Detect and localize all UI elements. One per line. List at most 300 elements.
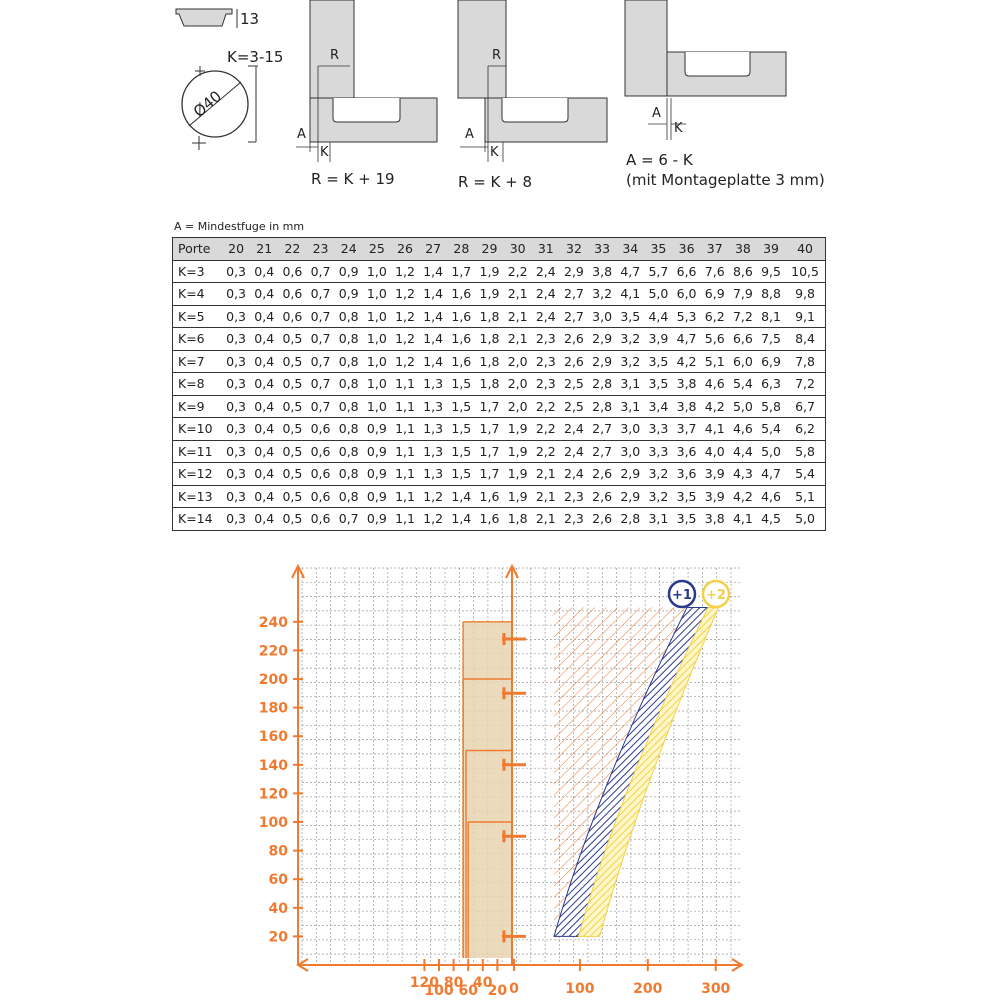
full-overlay-drawing xyxy=(296,0,437,162)
gap-cell: 1,6 xyxy=(475,508,503,531)
y-tick-label: 160 xyxy=(258,729,288,746)
gap-cell: 0,5 xyxy=(278,395,306,418)
gap-cell: 2,4 xyxy=(560,440,588,463)
gap-cell: 2,7 xyxy=(560,305,588,328)
gap-cell: 1,9 xyxy=(475,260,503,283)
gap-cell: 1,6 xyxy=(475,485,503,508)
gap-cell: 2,2 xyxy=(532,395,560,418)
gap-cell: 0,3 xyxy=(222,283,250,306)
inset-formula: A = 6 - K xyxy=(626,151,693,169)
gap-cell: 0,3 xyxy=(222,418,250,441)
gap-cell: 0,4 xyxy=(250,328,278,351)
x-left-tick-label: 120 xyxy=(409,975,440,991)
row-k-label: K=3 xyxy=(173,260,223,283)
gap-cell: 1,2 xyxy=(419,508,447,531)
x-left-tick-label: 80 xyxy=(443,975,464,991)
gap-cell: 0,7 xyxy=(306,283,334,306)
gap-cell: 1,4 xyxy=(447,508,475,531)
gap-cell: 1,9 xyxy=(504,440,532,463)
y-tick-label: 180 xyxy=(258,700,288,717)
header-width-31: 31 xyxy=(532,238,560,261)
gap-cell: 1,4 xyxy=(419,350,447,373)
gap-table xyxy=(172,237,826,531)
gap-cell: 2,6 xyxy=(560,350,588,373)
header-width-27: 27 xyxy=(419,238,447,261)
half-overlay-r-label: R xyxy=(492,48,502,63)
header-width-37: 37 xyxy=(701,238,729,261)
gap-cell: 0,9 xyxy=(335,283,363,306)
gap-cell: 0,6 xyxy=(278,283,306,306)
gap-cell: 1,2 xyxy=(391,328,419,351)
gap-cell: 1,3 xyxy=(419,418,447,441)
gap-cell: 3,2 xyxy=(644,463,672,486)
gap-cell: 1,0 xyxy=(363,305,391,328)
gap-cell: 2,8 xyxy=(588,395,616,418)
gap-cell: 3,3 xyxy=(644,440,672,463)
gap-cell: 0,5 xyxy=(278,440,306,463)
gap-cell: 2,4 xyxy=(560,463,588,486)
gap-cell: 6,9 xyxy=(701,283,729,306)
gap-cell: 2,7 xyxy=(588,440,616,463)
gap-cell: 3,5 xyxy=(616,305,644,328)
gap-cell: 0,5 xyxy=(278,508,306,531)
gap-cell: 2,2 xyxy=(532,418,560,441)
header-porte: Porte xyxy=(173,238,223,261)
header-width-25: 25 xyxy=(363,238,391,261)
legend-plus-1-label: +1 xyxy=(672,588,692,603)
gap-cell: 3,2 xyxy=(616,328,644,351)
gap-cell: 1,6 xyxy=(447,350,475,373)
gap-cell: 0,3 xyxy=(222,508,250,531)
x-right-tick-label: 300 xyxy=(701,981,731,997)
legend-plus-2-label: +2 xyxy=(706,588,726,603)
gap-cell: 3,1 xyxy=(616,373,644,396)
cup-diameter-label: Ø40 xyxy=(189,87,226,121)
gap-cell: 1,7 xyxy=(475,440,503,463)
gap-cell: 2,2 xyxy=(532,440,560,463)
gap-cell: 0,6 xyxy=(306,485,334,508)
gap-cell: 0,3 xyxy=(222,305,250,328)
gap-cell: 5,0 xyxy=(729,395,757,418)
gap-cell: 7,2 xyxy=(729,305,757,328)
table-row xyxy=(173,305,826,328)
gap-cell: 5,0 xyxy=(785,508,825,531)
header-width-33: 33 xyxy=(588,238,616,261)
gap-cell: 1,9 xyxy=(475,283,503,306)
half-overlay-k-label: K xyxy=(490,145,499,160)
gap-cell: 2,6 xyxy=(560,328,588,351)
header-width-38: 38 xyxy=(729,238,757,261)
gap-cell: 3,6 xyxy=(673,440,701,463)
row-k-label: K=7 xyxy=(173,350,223,373)
y-tick-label: 80 xyxy=(268,843,288,860)
gap-cell: 2,7 xyxy=(588,418,616,441)
gap-cell: 0,9 xyxy=(363,508,391,531)
gap-cell: 6,2 xyxy=(701,305,729,328)
gap-cell: 0,3 xyxy=(222,440,250,463)
gap-cell: 2,4 xyxy=(560,418,588,441)
gap-cell: 7,9 xyxy=(729,283,757,306)
full-overlay-k-label: K xyxy=(320,145,329,160)
header-width-39: 39 xyxy=(757,238,785,261)
gap-cell: 3,5 xyxy=(673,508,701,531)
gap-cell: 2,3 xyxy=(560,485,588,508)
gap-cell: 0,4 xyxy=(250,260,278,283)
gap-cell: 1,8 xyxy=(475,350,503,373)
table-row xyxy=(173,440,826,463)
gap-cell: 0,8 xyxy=(335,418,363,441)
gap-cell: 7,6 xyxy=(701,260,729,283)
gap-cell: 1,6 xyxy=(447,305,475,328)
gap-cell: 5,0 xyxy=(757,440,785,463)
row-k-label: K=5 xyxy=(173,305,223,328)
gap-cell: 2,3 xyxy=(560,508,588,531)
y-tick-label: 20 xyxy=(268,929,288,946)
gap-cell: 2,2 xyxy=(504,260,532,283)
row-k-label: K=4 xyxy=(173,283,223,306)
inset-note: (mit Montageplatte 3 mm) xyxy=(626,171,825,189)
gap-cell: 8,4 xyxy=(785,328,825,351)
gap-cell: 5,4 xyxy=(757,418,785,441)
gap-cell: 0,4 xyxy=(250,305,278,328)
gap-cell: 0,5 xyxy=(278,328,306,351)
gap-cell: 0,7 xyxy=(306,395,334,418)
gap-cell: 0,5 xyxy=(278,463,306,486)
gap-cell: 0,8 xyxy=(335,305,363,328)
gap-cell: 8,8 xyxy=(757,283,785,306)
gap-cell: 1,2 xyxy=(391,350,419,373)
header-width-28: 28 xyxy=(447,238,475,261)
row-k-label: K=11 xyxy=(173,440,223,463)
hinge-chart xyxy=(258,560,750,1000)
gap-cell: 0,5 xyxy=(278,485,306,508)
gap-cell: 1,3 xyxy=(419,463,447,486)
gap-cell: 1,2 xyxy=(391,305,419,328)
gap-cell: 5,0 xyxy=(644,283,672,306)
gap-cell: 1,0 xyxy=(363,328,391,351)
header-width-34: 34 xyxy=(616,238,644,261)
gap-cell: 1,5 xyxy=(447,373,475,396)
header-width-30: 30 xyxy=(504,238,532,261)
gap-cell: 0,9 xyxy=(335,260,363,283)
gap-cell: 0,4 xyxy=(250,463,278,486)
gap-cell: 0,3 xyxy=(222,328,250,351)
gap-cell: 1,6 xyxy=(447,328,475,351)
gap-cell: 0,9 xyxy=(363,463,391,486)
gap-cell: 3,6 xyxy=(673,463,701,486)
header-width-24: 24 xyxy=(335,238,363,261)
gap-cell: 9,8 xyxy=(785,283,825,306)
row-k-label: K=6 xyxy=(173,328,223,351)
gap-cell: 0,3 xyxy=(222,485,250,508)
half-overlay-drawing xyxy=(458,0,607,162)
gap-cell: 1,8 xyxy=(475,328,503,351)
gap-cell: 0,8 xyxy=(335,440,363,463)
gap-cell: 2,0 xyxy=(504,395,532,418)
gap-cell: 5,1 xyxy=(785,485,825,508)
header-width-20: 20 xyxy=(222,238,250,261)
header-width-32: 32 xyxy=(560,238,588,261)
gap-cell: 3,4 xyxy=(644,395,672,418)
gap-cell: 3,1 xyxy=(616,395,644,418)
gap-cell: 2,3 xyxy=(532,350,560,373)
header-width-23: 23 xyxy=(306,238,334,261)
y-tick-label: 60 xyxy=(268,872,288,889)
full-overlay-r-label: R xyxy=(330,48,340,63)
gap-cell: 4,1 xyxy=(729,508,757,531)
gap-cell: 4,5 xyxy=(757,508,785,531)
gap-cell: 0,7 xyxy=(306,373,334,396)
gap-cell: 4,6 xyxy=(729,418,757,441)
gap-cell: 1,1 xyxy=(391,508,419,531)
gap-cell: 3,3 xyxy=(644,418,672,441)
table-body xyxy=(173,260,826,530)
chart-legend xyxy=(669,581,729,607)
gap-cell: 7,5 xyxy=(757,328,785,351)
gap-cell: 5,3 xyxy=(673,305,701,328)
y-tick-label: 40 xyxy=(268,900,288,917)
gap-cell: 0,8 xyxy=(335,328,363,351)
gap-cell: 3,8 xyxy=(701,508,729,531)
gap-cell: 0,8 xyxy=(335,463,363,486)
y-tick-label: 220 xyxy=(258,643,288,660)
gap-cell: 5,8 xyxy=(757,395,785,418)
y-tick-label: 200 xyxy=(258,672,288,688)
inset-drawing xyxy=(625,0,786,140)
half-overlay-a-label: A xyxy=(465,127,474,142)
header-width-35: 35 xyxy=(644,238,672,261)
gap-cell: 0,4 xyxy=(250,350,278,373)
gap-cell: 1,1 xyxy=(391,395,419,418)
gap-cell: 4,6 xyxy=(701,373,729,396)
table-row xyxy=(173,283,826,306)
y-tick-label: 240 xyxy=(258,614,288,631)
gap-cell: 1,1 xyxy=(391,373,419,396)
header-width-29: 29 xyxy=(475,238,503,261)
y-tick-label: 120 xyxy=(258,786,288,803)
gap-cell: 0,5 xyxy=(278,373,306,396)
gap-cell: 1,5 xyxy=(447,395,475,418)
gap-cell: 5,8 xyxy=(785,440,825,463)
gap-cell: 1,7 xyxy=(475,418,503,441)
gap-cell: 1,1 xyxy=(391,440,419,463)
gap-cell: 4,7 xyxy=(673,328,701,351)
gap-cell: 9,5 xyxy=(757,260,785,283)
gap-cell: 9,1 xyxy=(785,305,825,328)
gap-cell: 1,7 xyxy=(447,260,475,283)
gap-cell: 0,4 xyxy=(250,485,278,508)
gap-cell: 1,8 xyxy=(475,373,503,396)
gap-cell: 4,6 xyxy=(757,485,785,508)
full-overlay-formula: R = K + 19 xyxy=(311,170,395,188)
gap-cell: 0,3 xyxy=(222,260,250,283)
gap-cell: 2,9 xyxy=(588,328,616,351)
table-row xyxy=(173,418,826,441)
gap-cell: 3,5 xyxy=(644,350,672,373)
gap-cell: 1,4 xyxy=(419,260,447,283)
gap-cell: 0,6 xyxy=(278,260,306,283)
gap-cell: 0,6 xyxy=(306,418,334,441)
gap-cell: 3,5 xyxy=(673,485,701,508)
gap-cell: 3,2 xyxy=(644,485,672,508)
gap-cell: 3,9 xyxy=(701,463,729,486)
gap-cell: 6,6 xyxy=(729,328,757,351)
gap-cell: 2,6 xyxy=(588,485,616,508)
cup-range-label: K=3-15 xyxy=(227,48,284,66)
gap-cell: 4,2 xyxy=(729,485,757,508)
table-caption: A = Mindestfuge in mm xyxy=(174,220,305,233)
gap-cell: 4,4 xyxy=(729,440,757,463)
gap-cell: 6,9 xyxy=(757,350,785,373)
gap-cell: 2,5 xyxy=(560,373,588,396)
gap-cell: 1,7 xyxy=(475,395,503,418)
gap-cell: 5,4 xyxy=(785,463,825,486)
gap-cell: 1,9 xyxy=(504,418,532,441)
gap-cell: 5,7 xyxy=(644,260,672,283)
gap-cell: 1,5 xyxy=(447,463,475,486)
gap-cell: 5,1 xyxy=(701,350,729,373)
gap-cell: 1,9 xyxy=(504,463,532,486)
gap-cell: 3,2 xyxy=(616,350,644,373)
gap-cell: 0,7 xyxy=(335,508,363,531)
table-row xyxy=(173,485,826,508)
gap-cell: 2,7 xyxy=(560,283,588,306)
gap-cell: 0,5 xyxy=(278,350,306,373)
x-left-tick-label: 100 xyxy=(424,983,454,999)
gap-cell: 7,2 xyxy=(785,373,825,396)
gap-cell: 0,3 xyxy=(222,350,250,373)
gap-cell: 0,9 xyxy=(363,440,391,463)
gap-cell: 3,0 xyxy=(588,305,616,328)
gap-cell: 0,8 xyxy=(335,373,363,396)
gap-cell: 1,8 xyxy=(504,508,532,531)
cup-profile-drawing xyxy=(176,9,237,28)
cup-depth-label: 13 xyxy=(240,10,260,28)
gap-cell: 1,2 xyxy=(391,283,419,306)
gap-cell: 3,0 xyxy=(616,440,644,463)
gap-cell: 0,6 xyxy=(306,440,334,463)
gap-cell: 4,3 xyxy=(729,463,757,486)
gap-cell: 2,6 xyxy=(588,508,616,531)
table-row xyxy=(173,260,826,283)
gap-cell: 2,9 xyxy=(560,260,588,283)
gap-cell: 0,7 xyxy=(306,350,334,373)
full-overlay-a-label: A xyxy=(297,127,306,142)
gap-cell: 0,8 xyxy=(335,485,363,508)
header-width-40: 40 xyxy=(785,238,825,261)
gap-cell: 1,1 xyxy=(391,485,419,508)
gap-cell: 3,0 xyxy=(616,418,644,441)
gap-cell: 0,7 xyxy=(306,328,334,351)
gap-cell: 1,3 xyxy=(419,373,447,396)
gap-cell: 6,2 xyxy=(785,418,825,441)
gap-cell: 2,4 xyxy=(532,305,560,328)
table-row xyxy=(173,350,826,373)
gap-cell: 0,8 xyxy=(335,395,363,418)
hinge-panel-area xyxy=(463,622,512,958)
x-right-tick-label: 100 xyxy=(565,981,595,997)
gap-cell: 4,2 xyxy=(701,395,729,418)
inset-a-label: A xyxy=(652,106,661,121)
gap-cell: 4,2 xyxy=(673,350,701,373)
gap-cell: 7,8 xyxy=(785,350,825,373)
gap-cell: 1,3 xyxy=(419,440,447,463)
gap-cell: 4,7 xyxy=(757,463,785,486)
gap-cell: 0,6 xyxy=(306,463,334,486)
gap-cell: 6,6 xyxy=(673,260,701,283)
gap-cell: 0,4 xyxy=(250,395,278,418)
gap-cell: 3,5 xyxy=(644,373,672,396)
y-tick-label: 140 xyxy=(258,757,288,774)
gap-cell: 1,4 xyxy=(419,328,447,351)
gap-cell: 2,3 xyxy=(532,373,560,396)
gap-cell: 2,1 xyxy=(504,328,532,351)
header-width-22: 22 xyxy=(278,238,306,261)
gap-cell: 4,0 xyxy=(701,440,729,463)
gap-cell: 0,4 xyxy=(250,418,278,441)
gap-cell: 2,5 xyxy=(560,395,588,418)
gap-cell: 3,8 xyxy=(673,373,701,396)
row-k-label: K=10 xyxy=(173,418,223,441)
table-row xyxy=(173,508,826,531)
gap-cell: 1,4 xyxy=(419,305,447,328)
gap-cell: 2,3 xyxy=(532,328,560,351)
gap-cell: 2,8 xyxy=(616,508,644,531)
gap-cell: 1,9 xyxy=(504,485,532,508)
gap-cell: 6,0 xyxy=(673,283,701,306)
gap-cell: 2,1 xyxy=(532,485,560,508)
gap-cell: 0,5 xyxy=(278,418,306,441)
gap-cell: 0,4 xyxy=(250,440,278,463)
header-width-36: 36 xyxy=(673,238,701,261)
gap-cell: 5,6 xyxy=(701,328,729,351)
table-row xyxy=(173,373,826,396)
gap-cell: 2,9 xyxy=(588,350,616,373)
gap-cell: 8,6 xyxy=(729,260,757,283)
x-left-tick-label: 60 xyxy=(458,983,478,999)
gap-cell: 2,9 xyxy=(616,485,644,508)
gap-cell: 0,3 xyxy=(222,395,250,418)
gap-cell: 1,0 xyxy=(363,283,391,306)
gap-cell: 3,8 xyxy=(588,260,616,283)
gap-cell: 2,1 xyxy=(504,305,532,328)
gap-cell: 2,4 xyxy=(532,283,560,306)
gap-cell: 2,6 xyxy=(588,463,616,486)
gap-cell: 1,5 xyxy=(447,418,475,441)
row-k-label: K=9 xyxy=(173,395,223,418)
gap-cell: 0,9 xyxy=(363,485,391,508)
gap-cell: 3,7 xyxy=(673,418,701,441)
gap-cell: 4,7 xyxy=(616,260,644,283)
gap-cell: 1,2 xyxy=(391,260,419,283)
gap-cell: 1,0 xyxy=(363,260,391,283)
x-right-tick-label: 0 xyxy=(509,981,519,997)
gap-cell: 6,7 xyxy=(785,395,825,418)
gap-cell: 1,0 xyxy=(363,373,391,396)
gap-cell: 0,9 xyxy=(363,418,391,441)
table-row xyxy=(173,328,826,351)
y-tick-label: 100 xyxy=(258,815,288,831)
gap-cell: 3,2 xyxy=(588,283,616,306)
gap-cell: 0,4 xyxy=(250,508,278,531)
table-row xyxy=(173,395,826,418)
gap-cell: 2,1 xyxy=(532,508,560,531)
gap-cell: 0,4 xyxy=(250,373,278,396)
gap-cell: 1,3 xyxy=(419,395,447,418)
gap-cell: 0,4 xyxy=(250,283,278,306)
gap-cell: 0,7 xyxy=(306,260,334,283)
gap-cell: 3,9 xyxy=(701,485,729,508)
